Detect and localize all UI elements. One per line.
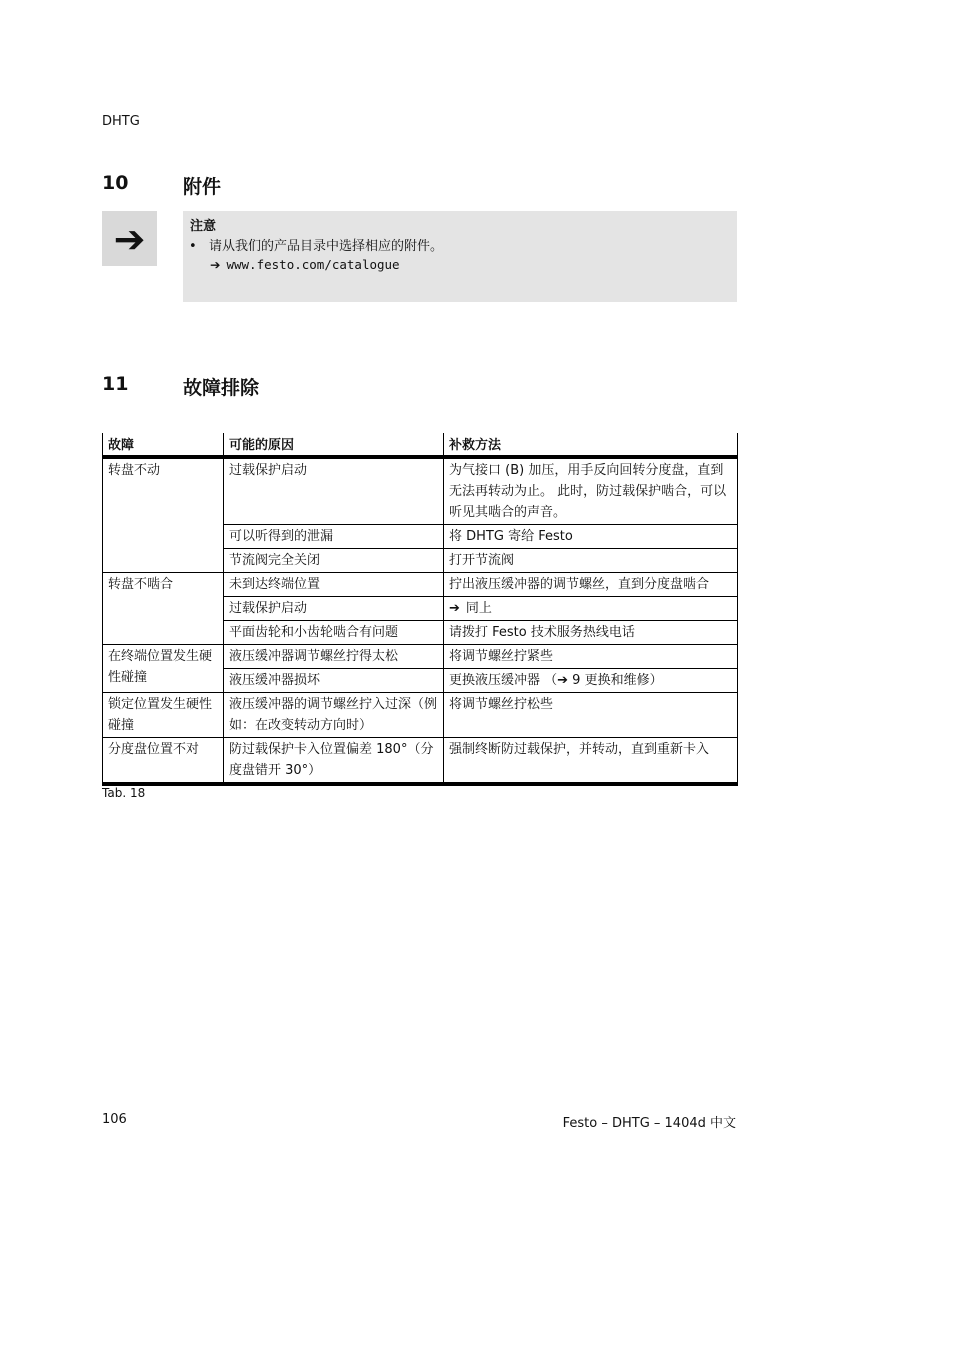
arrow-right-icon: ➔	[557, 673, 569, 688]
header-cause: 可能的原因	[224, 433, 444, 457]
fault-cell: 转盘不啮合	[103, 573, 224, 645]
table-row	[103, 645, 738, 669]
remedy-cell: 强制终断防过载保护，并转动，直到重新卡入	[444, 738, 738, 785]
remedy-cell: 打开节流阀	[444, 549, 738, 573]
header-remedy: 补救方法	[444, 433, 738, 457]
arrow-right-icon: ➔	[210, 257, 221, 272]
remedy-cell	[444, 597, 738, 621]
table-row	[103, 573, 738, 597]
catalogue-link[interactable]	[210, 257, 400, 272]
remedy-cell: 为气接口 (B) 加压，用手反向回转分度盘，直到无法再转动为止。 此时，防过载保护啮合，可以听见其啮合的声音。	[444, 457, 738, 525]
running-header: DHTG	[102, 114, 140, 129]
cause-cell: 可以听得到的泄漏	[224, 525, 444, 549]
table-header-row	[103, 433, 738, 457]
table-caption: Tab. 18	[102, 786, 146, 800]
remedy-cell: 请拨打 Festo 技术服务热线电话	[444, 621, 738, 645]
remedy-cell: 将调节螺丝拧紧些	[444, 645, 738, 669]
note-bullet: • 请从我们的产品目录中选择相应的附件。	[189, 239, 444, 254]
cause-cell: 防过载保护卡入位置偏差 180°（分度盘错开 30°）	[224, 738, 444, 785]
fault-cell: 在终端位置发生硬性碰撞	[103, 645, 224, 693]
section-11-title: 故障排除	[183, 377, 260, 399]
cause-cell: 液压缓冲器损坏	[224, 669, 444, 693]
remedy-cell: 将 DHTG 寄给 Festo	[444, 525, 738, 549]
cause-cell: 未到达终端位置	[224, 573, 444, 597]
cause-cell: 液压缓冲器的调节螺丝拧入过深（例如：在改变转动方向时）	[224, 693, 444, 738]
fault-cell: 分度盘位置不对	[103, 738, 224, 785]
note-bullet-text: 请从我们的产品目录中选择相应的附件。	[209, 239, 444, 254]
section-10-title: 附件	[183, 176, 222, 198]
footer-doc-id: Festo – DHTG – 1404d 中文	[562, 1116, 736, 1131]
remedy-text: 同上	[465, 601, 492, 616]
table-row	[103, 738, 738, 785]
section-10-number: 10	[102, 172, 129, 194]
troubleshooting-table	[102, 433, 738, 786]
table-row	[103, 693, 738, 738]
arrow-right-icon: ➔	[102, 211, 157, 266]
note-box	[183, 211, 737, 302]
cause-cell: 过载保护启动	[224, 597, 444, 621]
fault-cell: 锁定位置发生硬性碰撞	[103, 693, 224, 738]
remedy-text: 更换液压缓冲器 （	[449, 673, 558, 688]
page-number: 106	[102, 1112, 127, 1127]
fault-cell: 转盘不动	[103, 457, 224, 573]
remedy-cell: 拧出液压缓冲器的调节螺丝，直到分度盘啮合	[444, 573, 738, 597]
cause-cell: 节流阀完全关闭	[224, 549, 444, 573]
cause-cell: 平面齿轮和小齿轮啮合有问题	[224, 621, 444, 645]
catalogue-link-text[interactable]: www.festo.com/catalogue	[226, 257, 400, 272]
section-11-number: 11	[102, 373, 129, 395]
cause-cell: 液压缓冲器调节螺丝拧得太松	[224, 645, 444, 669]
remedy-cross-reference[interactable]: 9 更换和维修）	[568, 673, 663, 688]
table-row	[103, 457, 738, 525]
arrow-right-icon: ➔	[449, 601, 460, 616]
cause-cell: 过载保护启动	[224, 457, 444, 525]
remedy-cell: 将调节螺丝拧松些	[444, 693, 738, 738]
remedy-cell	[444, 669, 738, 693]
note-title: 注意	[190, 219, 217, 234]
header-fault: 故障	[103, 433, 224, 457]
